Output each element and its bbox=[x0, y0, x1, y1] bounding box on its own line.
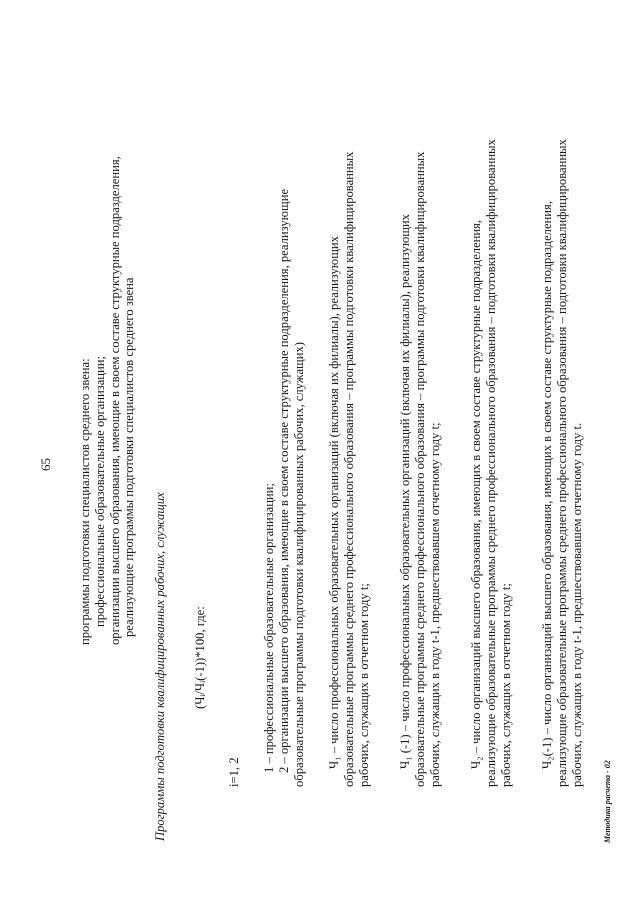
paragraph-2 bbox=[398, 47, 442, 787]
definition-2a: 2 – организации высшего образования, имеющие в своем составе структурные подразделения, реализующие bbox=[276, 188, 291, 773]
top-line-3: организации высшего образования, имеющие в своем составе структурные подразделения, bbox=[107, 156, 122, 645]
paragraph-1-line-3: рабочих, служащих в отчетном году t; bbox=[356, 583, 371, 787]
index-range: i=1, 2 bbox=[227, 757, 241, 787]
paragraph-4-line-3: рабочих, служащих в году t-1, предшествовавшем отчетному году t. bbox=[569, 422, 584, 787]
paragraph-3 bbox=[469, 47, 513, 787]
footer-label: Методика расчета - 02 bbox=[603, 760, 612, 843]
paragraph-1-line-2: образовательные программы среднего профессионального образования – программы подготовки квалифицированных bbox=[341, 151, 356, 787]
paragraph-3-line-1: Ч₂ – число организаций высшего образования, имеющих в своем составе структурные подразделения, bbox=[469, 219, 483, 769]
paragraph-3-line-3: рабочих, служащих в отчетном году t; bbox=[498, 583, 513, 787]
top-section bbox=[78, 85, 137, 645]
paragraph-4 bbox=[540, 47, 584, 787]
section-heading: Программы подготовки квалифицированных рабочих, служащих bbox=[153, 492, 167, 841]
top-line-2: профессиональные образовательные организации; bbox=[92, 355, 107, 627]
paragraph-3-line-2: реализующие образовательные программы среднего профессионального образования – подготовки квалифицированных bbox=[483, 139, 498, 787]
paragraph-2-line-2: образовательные программы среднего профессионального образования – программы подготовки квалифицированных bbox=[412, 151, 427, 787]
paragraph-1-line-1: Ч₁ – число профессиональных образовательных организаций (включая их филиалы), реализующих bbox=[327, 236, 341, 769]
definition-1: 1 – профессиональные образовательные организации; bbox=[262, 483, 276, 773]
formula: (Чᵢ/Чᵢ(-1))*100, где: bbox=[193, 606, 207, 709]
paragraph-4-line-1: Ч₂(-1) – число организаций высшего образования, имеющих в своем составе структурные подразделения, bbox=[540, 201, 554, 769]
paragraph-2-line-1: Ч₁ (-1) – число профессиональных образовательных организаций (включая их филиалы), реализующих bbox=[398, 214, 412, 769]
top-line-4: реализующие программы подготовки специалистов среднего звена bbox=[122, 277, 137, 637]
paragraph-2-line-3: рабочих, служащих в году t-1, предшествовавшем отчетному году t; bbox=[427, 422, 442, 787]
top-line-1: программы подготовки специалистов среднего звена: bbox=[78, 358, 92, 645]
page-number: 65 bbox=[38, 458, 53, 471]
paragraph-1 bbox=[327, 47, 371, 787]
definitions bbox=[262, 53, 292, 773]
paragraph-4-line-2: реализующие образовательные программы среднего профессионального образования – подготовки квалифицированных bbox=[554, 139, 569, 787]
definition-2b: образовательные программы подготовки квалифицированных рабочих, служащих) bbox=[292, 342, 306, 787]
